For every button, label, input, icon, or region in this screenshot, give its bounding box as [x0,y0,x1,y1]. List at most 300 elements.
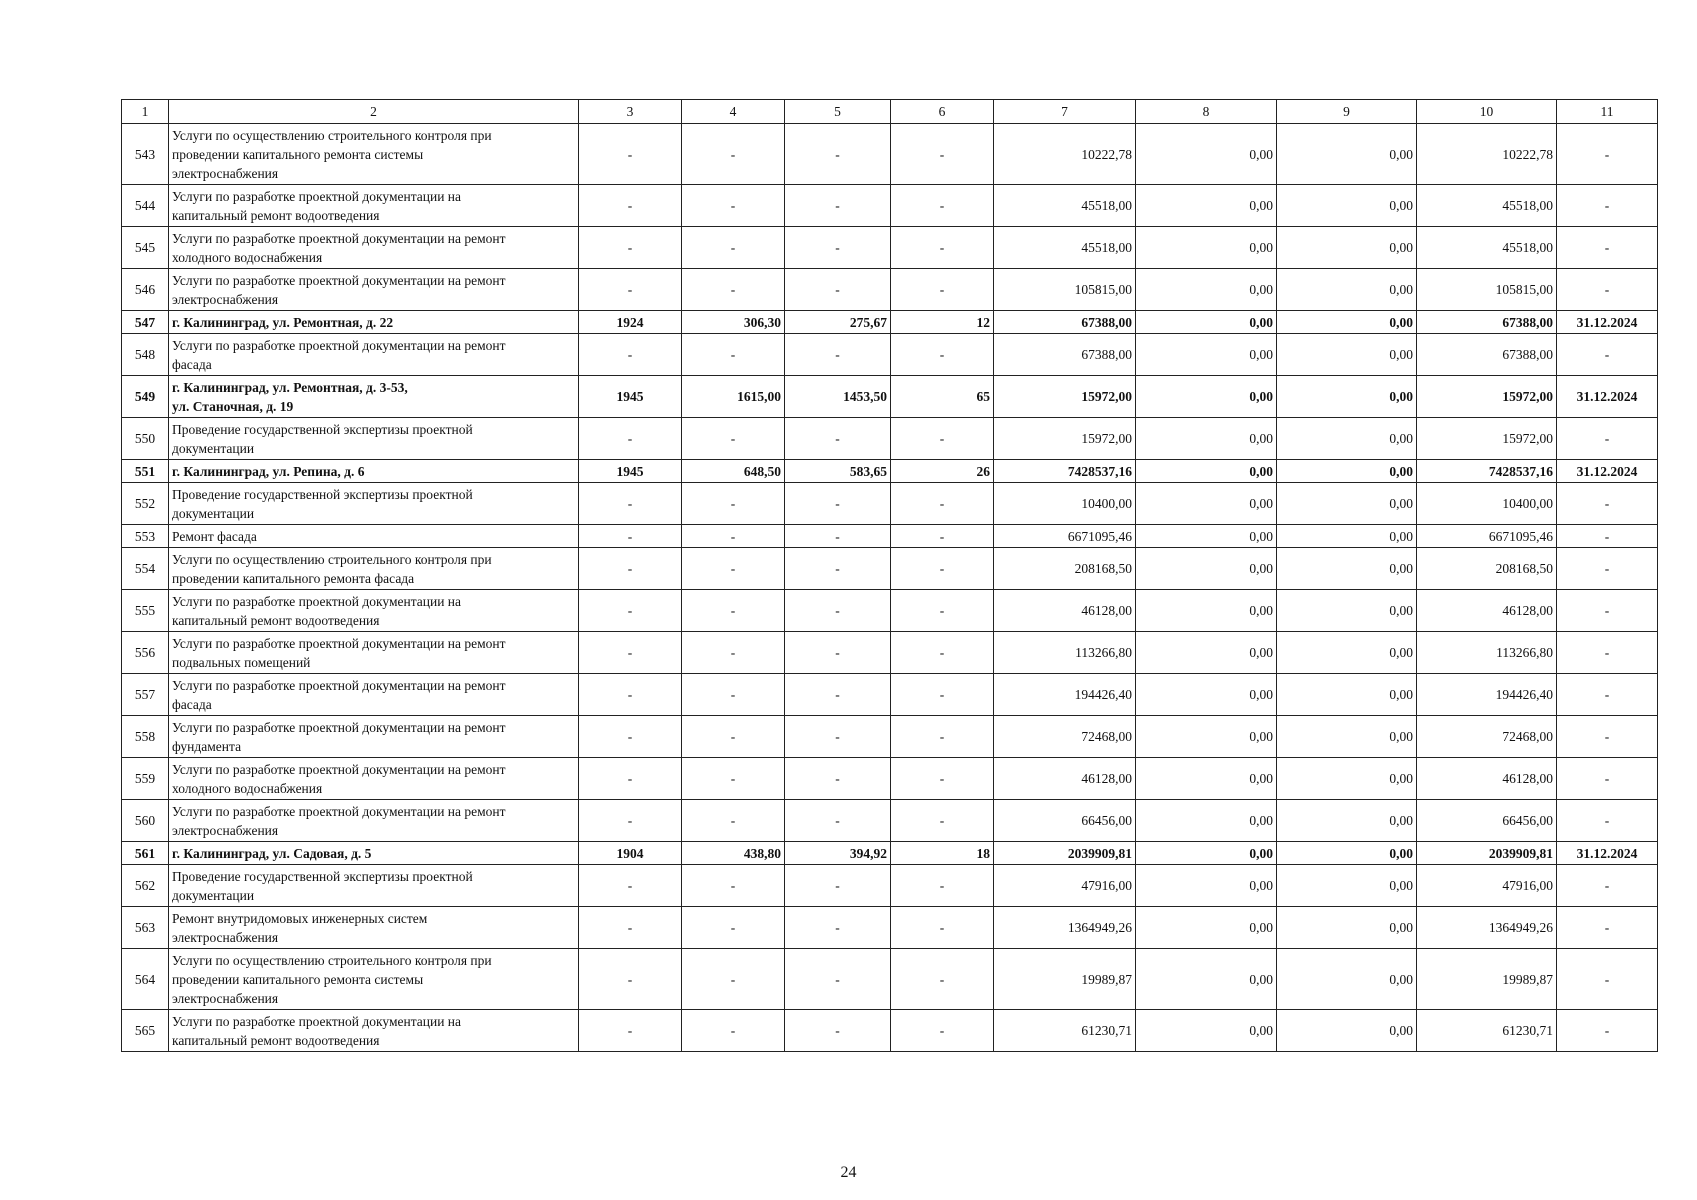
description-line: Услуги по разработке проектной документации на ремонт [172,272,506,288]
cost-a-cell: 0,00 [1136,311,1277,334]
description-line: Услуги по разработке проектной документации на ремонт [172,719,506,735]
residents-cell: - [891,949,994,1010]
description-line: документации [172,440,255,456]
cost-b-cell: 0,00 [1277,124,1417,185]
residents-cell: 12 [891,311,994,334]
living-area-cell: 394,92 [785,842,891,865]
description-line: Проведение государственной экспертизы проектной [172,421,473,437]
deadline-cell: - [1557,1010,1658,1052]
cost-b-cell: 0,00 [1277,418,1417,460]
living-area-cell: - [785,949,891,1010]
area-cell: - [682,269,785,311]
cost-b-cell: 0,00 [1277,483,1417,525]
cost-a-cell: 0,00 [1136,227,1277,269]
deadline-cell: 31.12.2024 [1557,460,1658,483]
year-cell: - [579,185,682,227]
table-row [122,311,1658,334]
cost-b-cell: 0,00 [1277,716,1417,758]
cost-a-cell: 0,00 [1136,376,1277,418]
living-area-cell: - [785,1010,891,1052]
header-cell: 10 [1417,100,1557,124]
residents-cell: - [891,418,994,460]
residents-cell: - [891,269,994,311]
deadline-cell: - [1557,907,1658,949]
cost-total-cell: 45518,00 [994,227,1136,269]
residents-cell: - [891,632,994,674]
header-cell: 6 [891,100,994,124]
description-line: документации [172,505,255,521]
table-row [122,865,1658,907]
cost-fund-cell: 46128,00 [1417,758,1557,800]
deadline-cell: 31.12.2024 [1557,376,1658,418]
description-line: Услуги по разработке проектной документации на [172,593,462,609]
cost-fund-cell: 2039909,81 [1417,842,1557,865]
cost-b-cell: 0,00 [1277,907,1417,949]
deadline-cell: - [1557,800,1658,842]
cost-a-cell: 0,00 [1136,842,1277,865]
header-cell: 2 [169,100,579,124]
year-cell: - [579,548,682,590]
deadline-cell: - [1557,548,1658,590]
cost-b-cell: 0,00 [1277,548,1417,590]
description-cell [169,227,579,269]
row-number-cell: 557 [122,674,169,716]
row-number-cell: 562 [122,865,169,907]
deadline-cell: - [1557,716,1658,758]
cost-a-cell: 0,00 [1136,1010,1277,1052]
residents-cell: 65 [891,376,994,418]
description-line: г. Калининград, ул. Репина, д. 6 [172,463,365,479]
cost-fund-cell: 10222,78 [1417,124,1557,185]
cost-total-cell: 72468,00 [994,716,1136,758]
cost-total-cell: 2039909,81 [994,842,1136,865]
description-line: г. Калининград, ул. Садовая, д. 5 [172,845,372,861]
cost-b-cell: 0,00 [1277,1010,1417,1052]
cost-total-cell: 45518,00 [994,185,1136,227]
year-cell: - [579,865,682,907]
table-row [122,758,1658,800]
deadline-cell: - [1557,185,1658,227]
cost-b-cell: 0,00 [1277,460,1417,483]
cost-fund-cell: 67388,00 [1417,334,1557,376]
cost-a-cell: 0,00 [1136,674,1277,716]
living-area-cell: - [785,418,891,460]
living-area-cell: - [785,716,891,758]
cost-a-cell: 0,00 [1136,525,1277,548]
description-cell [169,674,579,716]
description-cell [169,124,579,185]
description-cell [169,483,579,525]
year-cell: - [579,907,682,949]
table-row [122,674,1658,716]
row-number-cell: 565 [122,1010,169,1052]
living-area-cell: 1453,50 [785,376,891,418]
area-cell: - [682,800,785,842]
header-row [122,100,1658,124]
cost-a-cell: 0,00 [1136,716,1277,758]
cost-b-cell: 0,00 [1277,865,1417,907]
living-area-cell: - [785,865,891,907]
description-line: холодного водоснабжения [172,780,323,796]
table-row [122,800,1658,842]
description-line: г. Калининград, ул. Ремонтная, д. 3-53, [172,379,408,395]
row-number-cell: 553 [122,525,169,548]
cost-b-cell: 0,00 [1277,590,1417,632]
cost-total-cell: 208168,50 [994,548,1136,590]
description-line: Услуги по разработке проектной документации на [172,188,462,204]
cost-b-cell: 0,00 [1277,525,1417,548]
description-line: капитальный ремонт водоотведения [172,1032,380,1048]
row-number-cell: 555 [122,590,169,632]
description-line: Услуги по разработке проектной документации на ремонт [172,803,506,819]
header-cell: 9 [1277,100,1417,124]
table-row [122,376,1658,418]
residents-cell: - [891,185,994,227]
year-cell: - [579,949,682,1010]
residents-cell: - [891,1010,994,1052]
description-cell [169,800,579,842]
living-area-cell: - [785,334,891,376]
year-cell: - [579,590,682,632]
row-number-cell: 552 [122,483,169,525]
year-cell: - [579,674,682,716]
cost-a-cell: 0,00 [1136,758,1277,800]
table-row [122,269,1658,311]
description-cell [169,907,579,949]
table-row [122,548,1658,590]
description-cell [169,525,579,548]
description-cell [169,548,579,590]
living-area-cell: 583,65 [785,460,891,483]
description-line: Ремонт внутридомовых инженерных систем [172,910,428,926]
description-line: г. Калининград, ул. Ремонтная, д. 22 [172,314,394,330]
year-cell: - [579,418,682,460]
cost-total-cell: 113266,80 [994,632,1136,674]
table-row [122,842,1658,865]
description-line: Услуги по разработке проектной документации на [172,1013,462,1029]
living-area-cell: 275,67 [785,311,891,334]
row-number-cell: 563 [122,907,169,949]
row-number-cell: 559 [122,758,169,800]
cost-fund-cell: 45518,00 [1417,185,1557,227]
cost-fund-cell: 15972,00 [1417,376,1557,418]
deadline-cell: - [1557,865,1658,907]
cost-total-cell: 10400,00 [994,483,1136,525]
residents-cell: - [891,483,994,525]
cost-a-cell: 0,00 [1136,590,1277,632]
description-line: подвальных помещений [172,654,311,670]
description-cell [169,311,579,334]
cost-total-cell: 67388,00 [994,334,1136,376]
area-cell: - [682,632,785,674]
year-cell: - [579,716,682,758]
year-cell: - [579,758,682,800]
cost-b-cell: 0,00 [1277,758,1417,800]
cost-fund-cell: 47916,00 [1417,865,1557,907]
description-line: фасада [172,356,212,372]
works-table [121,99,1658,1052]
cost-total-cell: 46128,00 [994,590,1136,632]
cost-total-cell: 67388,00 [994,311,1136,334]
residents-cell: - [891,525,994,548]
cost-fund-cell: 72468,00 [1417,716,1557,758]
deadline-cell: - [1557,590,1658,632]
description-cell [169,1010,579,1052]
cost-a-cell: 0,00 [1136,949,1277,1010]
cost-total-cell: 61230,71 [994,1010,1136,1052]
cost-total-cell: 10222,78 [994,124,1136,185]
cost-b-cell: 0,00 [1277,842,1417,865]
deadline-cell: - [1557,227,1658,269]
area-cell: - [682,227,785,269]
cost-a-cell: 0,00 [1136,632,1277,674]
table-row [122,418,1658,460]
area-cell: - [682,525,785,548]
description-line: фундамента [172,738,242,754]
cost-fund-cell: 105815,00 [1417,269,1557,311]
page-number: 24 [840,1164,857,1181]
description-line: документации [172,887,255,903]
area-cell: 306,30 [682,311,785,334]
table-row [122,907,1658,949]
deadline-cell: - [1557,758,1658,800]
cost-total-cell: 7428537,16 [994,460,1136,483]
description-line: проведении капитального ремонта системы [172,146,424,162]
row-number-cell: 548 [122,334,169,376]
cost-fund-cell: 1364949,26 [1417,907,1557,949]
area-cell: - [682,949,785,1010]
year-cell: - [579,334,682,376]
deadline-cell: - [1557,418,1658,460]
cost-a-cell: 0,00 [1136,185,1277,227]
area-cell: - [682,418,785,460]
area-cell: 648,50 [682,460,785,483]
cost-fund-cell: 7428537,16 [1417,460,1557,483]
cost-b-cell: 0,00 [1277,949,1417,1010]
description-line: электроснабжения [172,929,279,945]
cost-fund-cell: 113266,80 [1417,632,1557,674]
living-area-cell: - [785,525,891,548]
row-number-cell: 547 [122,311,169,334]
description-line: Проведение государственной экспертизы проектной [172,868,473,884]
description-line: электроснабжения [172,822,279,838]
area-cell: - [682,907,785,949]
table-row [122,227,1658,269]
cost-total-cell: 194426,40 [994,674,1136,716]
deadline-cell: - [1557,124,1658,185]
cost-b-cell: 0,00 [1277,227,1417,269]
description-line: Услуги по разработке проектной документации на ремонт [172,677,506,693]
residents-cell: 26 [891,460,994,483]
year-cell: - [579,227,682,269]
row-number-cell: 550 [122,418,169,460]
year-cell: - [579,525,682,548]
cost-a-cell: 0,00 [1136,548,1277,590]
residents-cell: - [891,674,994,716]
table-row [122,590,1658,632]
table-body [122,100,1658,1052]
description-cell [169,269,579,311]
row-number-cell: 558 [122,716,169,758]
deadline-cell: - [1557,674,1658,716]
description-cell [169,334,579,376]
cost-a-cell: 0,00 [1136,907,1277,949]
cost-fund-cell: 61230,71 [1417,1010,1557,1052]
table-row [122,1010,1658,1052]
row-number-cell: 545 [122,227,169,269]
description-line: капитальный ремонт водоотведения [172,612,380,628]
description-line: Услуги по разработке проектной документации на ремонт [172,761,506,777]
table-row [122,460,1658,483]
year-cell: 1924 [579,311,682,334]
year-cell: 1945 [579,460,682,483]
description-line: электроснабжения [172,291,279,307]
cost-b-cell: 0,00 [1277,376,1417,418]
year-cell: 1945 [579,376,682,418]
cost-fund-cell: 66456,00 [1417,800,1557,842]
cost-total-cell: 1364949,26 [994,907,1136,949]
cost-b-cell: 0,00 [1277,185,1417,227]
cost-a-cell: 0,00 [1136,483,1277,525]
table-row [122,525,1658,548]
table-row [122,483,1658,525]
header-cell: 3 [579,100,682,124]
living-area-cell: - [785,632,891,674]
year-cell: 1904 [579,842,682,865]
header-cell: 4 [682,100,785,124]
cost-b-cell: 0,00 [1277,269,1417,311]
header-cell: 11 [1557,100,1658,124]
description-line: холодного водоснабжения [172,249,323,265]
header-cell: 5 [785,100,891,124]
residents-cell: - [891,124,994,185]
description-line: Услуги по осуществлению строительного контроля при [172,952,492,968]
deadline-cell: 31.12.2024 [1557,311,1658,334]
row-number-cell: 564 [122,949,169,1010]
description-cell [169,185,579,227]
living-area-cell: - [785,674,891,716]
cost-fund-cell: 45518,00 [1417,227,1557,269]
description-cell [169,418,579,460]
residents-cell: - [891,716,994,758]
header-cell: 1 [122,100,169,124]
cost-b-cell: 0,00 [1277,632,1417,674]
year-cell: - [579,800,682,842]
row-number-cell: 561 [122,842,169,865]
residents-cell: - [891,590,994,632]
row-number-cell: 544 [122,185,169,227]
row-number-cell: 560 [122,800,169,842]
area-cell: - [682,334,785,376]
description-line: Услуги по разработке проектной документации на ремонт [172,230,506,246]
description-line: проведении капитального ремонта системы [172,971,424,987]
description-line: Услуги по осуществлению строительного контроля при [172,551,492,567]
row-number-cell: 554 [122,548,169,590]
cost-total-cell: 19989,87 [994,949,1136,1010]
residents-cell: - [891,758,994,800]
description-cell [169,590,579,632]
residents-cell: - [891,907,994,949]
area-cell: - [682,590,785,632]
area-cell: - [682,758,785,800]
cost-fund-cell: 67388,00 [1417,311,1557,334]
cost-a-cell: 0,00 [1136,865,1277,907]
table-row [122,124,1658,185]
area-cell: 438,80 [682,842,785,865]
living-area-cell: - [785,548,891,590]
residents-cell: - [891,865,994,907]
description-line: Услуги по разработке проектной документации на ремонт [172,337,506,353]
cost-total-cell: 47916,00 [994,865,1136,907]
description-cell [169,865,579,907]
cost-a-cell: 0,00 [1136,460,1277,483]
living-area-cell: - [785,269,891,311]
cost-fund-cell: 6671095,46 [1417,525,1557,548]
cost-fund-cell: 208168,50 [1417,548,1557,590]
living-area-cell: - [785,590,891,632]
cost-fund-cell: 15972,00 [1417,418,1557,460]
description-line: Ремонт фасада [172,528,257,544]
area-cell: - [682,674,785,716]
residents-cell: - [891,800,994,842]
row-number-cell: 556 [122,632,169,674]
year-cell: - [579,1010,682,1052]
description-cell [169,949,579,1010]
area-cell: - [682,483,785,525]
living-area-cell: - [785,185,891,227]
header-cell: 7 [994,100,1136,124]
living-area-cell: - [785,800,891,842]
area-cell: - [682,865,785,907]
description-line: капитальный ремонт водоотведения [172,207,380,223]
residents-cell: - [891,227,994,269]
description-line: фасада [172,696,212,712]
area-cell: - [682,1010,785,1052]
cost-b-cell: 0,00 [1277,334,1417,376]
cost-fund-cell: 46128,00 [1417,590,1557,632]
table-row [122,632,1658,674]
deadline-cell: - [1557,525,1658,548]
description-line: ул. Станочная, д. 19 [172,398,294,414]
cost-a-cell: 0,00 [1136,418,1277,460]
row-number-cell: 543 [122,124,169,185]
deadline-cell: - [1557,334,1658,376]
year-cell: - [579,269,682,311]
description-cell [169,460,579,483]
cost-b-cell: 0,00 [1277,674,1417,716]
deadline-cell: - [1557,632,1658,674]
year-cell: - [579,124,682,185]
deadline-cell: - [1557,483,1658,525]
description-line: проведении капитального ремонта фасада [172,570,415,586]
cost-total-cell: 15972,00 [994,376,1136,418]
description-line: электроснабжения [172,165,279,181]
living-area-cell: - [785,907,891,949]
cost-b-cell: 0,00 [1277,311,1417,334]
cost-total-cell: 66456,00 [994,800,1136,842]
description-cell [169,716,579,758]
cost-total-cell: 15972,00 [994,418,1136,460]
cost-total-cell: 105815,00 [994,269,1136,311]
year-cell: - [579,632,682,674]
residents-cell: - [891,548,994,590]
cost-fund-cell: 194426,40 [1417,674,1557,716]
description-cell [169,758,579,800]
deadline-cell: 31.12.2024 [1557,842,1658,865]
residents-cell: 18 [891,842,994,865]
row-number-cell: 549 [122,376,169,418]
deadline-cell: - [1557,949,1658,1010]
